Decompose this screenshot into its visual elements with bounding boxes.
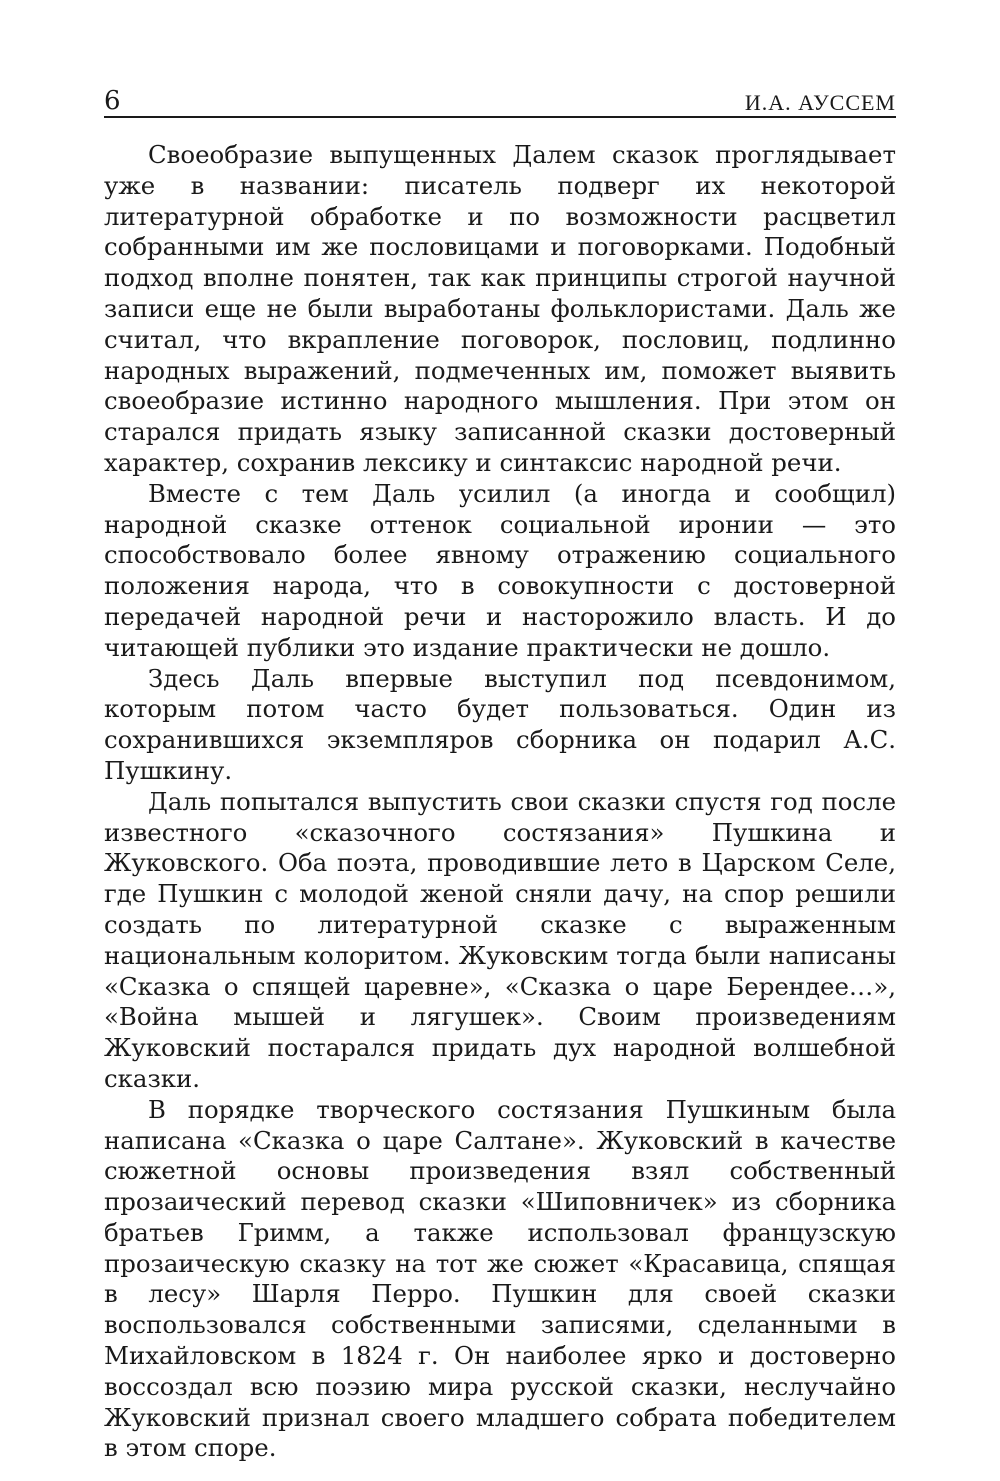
- running-header: [104, 78, 896, 118]
- paragraph: Своеобразие выпущенных Далем сказок проглядывает уже в названии: писатель подверг их некоторой литературной обработке и по возможности расцветил собранными им же пословицами и поговорками. Подобный подход вполне понятен, так как принципы строгой научной записи еще не были выработаны фольклористами. Даль же считал, что вкрапление поговорок, пословиц, подлинно народных выражений, подмеченных им, поможет выявить своеобразие истинно народного мышления. При этом он старался придать языку записанной сказки достоверный характер, сохранив лексику и синтаксис народной речи.: [104, 140, 896, 477]
- paragraph: Вместе с тем Даль усилил (а иногда и сообщил) народной сказке оттенок социальной иронии — это способствовало более явному отражению социального положения народа, что в совокупности с достоверной передачей народной речи и насторожило власть. И до читающей публики это издание практически не дошло.: [104, 478, 896, 662]
- book-page: [104, 78, 896, 1464]
- body-text: [104, 140, 896, 1464]
- paragraph: Даль попытался выпустить свои сказки спустя год после известного «сказочного состязания» Пушкина и Жуковского. Оба поэта, проводившие лето в Царском Селе, где Пушкин с молодой женой сняли дачу, на спор решили создать по литературной сказке с выраженным национальным колоритом. Жуковским тогда были написаны «Сказка о спящей царевне», «Сказка о царе Берендее…», «Война мышей и лягушек». Своим произведениям Жуковский постарался придать дух народной волшебной сказки.: [104, 786, 896, 1093]
- page-number: 6: [104, 86, 121, 116]
- paragraph: В порядке творческого состязания Пушкиным была написана «Сказка о царе Салтане». Жуковский в качестве сюжетной основы произведения взял собственный прозаический перевод сказки «Шиповничек» из сборника братьев Гримм, а также использовал французскую прозаическую сказку на тот же сюжет «Красавица, спящая в лесу» Шарля Перро. Пушкин для своей сказки воспользовался собственными записями, сделанными в Михайловском в 1824 г. Он наиболее ярко и достоверно воссоздал всю поэзию мира русской сказки, неслучайно Жуковский признал своего младшего собрата победителем в этом споре.: [104, 1094, 896, 1463]
- running-author: И.А. АУССЕМ: [744, 90, 896, 115]
- paragraph: Здесь Даль впервые выступил под псевдонимом, которым потом часто будет пользоваться. Один из сохранившихся экземпляров сборника он подарил А.С. Пушкину.: [104, 663, 896, 785]
